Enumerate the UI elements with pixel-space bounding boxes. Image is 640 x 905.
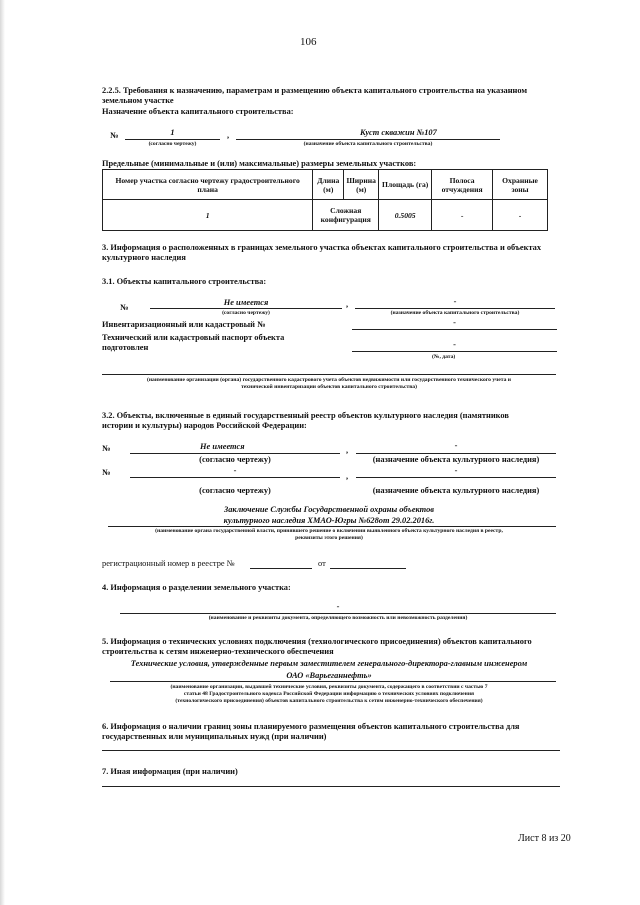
sec31-date-caption: (№, дата) (432, 354, 456, 360)
table-header: Охранные зоны (493, 170, 548, 200)
underline (108, 526, 556, 527)
table-header: Площадь (га) (379, 170, 432, 200)
sec32-conclusion-line1: Заключение Службы Государственной охраны объектов (223, 505, 435, 514)
sec32-row2-value: - (233, 466, 237, 475)
sec32-heading-line1: 3.2. Объекты, включенные в единый государственный реестр объектов культурного наследия (памятников (102, 411, 509, 420)
sec6-heading-line2: государственных или муниципальных нужд (при наличии) (102, 732, 327, 741)
sec32-row2-no: № (102, 468, 111, 477)
underline (102, 750, 560, 751)
sec225-name-caption: (назначение объекта капитального строительства) (303, 141, 433, 147)
sec5-value-line1: Технические условия, утвержденные первым заместителем генерального-директора-главным инженером (130, 659, 528, 668)
underline (352, 329, 557, 330)
sec3-heading-line1: 3. Информация о расположенных в границах земельного участка объектах капитального строительства и объектах (102, 243, 542, 252)
sec5-caption-line3: (технологического присоединения) объектов капитального строительства к сетям инженерно-технического обеспечения) (175, 698, 483, 704)
underline (250, 568, 312, 569)
sec32-heading-line2: истории и культуры) народов Российской Федерации: (102, 421, 307, 430)
sec225-comma: , (227, 131, 230, 140)
sec31-number-caption: (согласно чертежу) (222, 310, 270, 316)
sheet-counter: Лист 8 из 20 (518, 833, 571, 844)
sec5-caption-line2: статьи 48 Градостроительного кодекса Российской Федерации информацию о технических условиях подключения (183, 691, 475, 697)
sec225-heading-line2: земельном участке (102, 96, 174, 105)
sec31-no-label: № (120, 303, 129, 312)
sec32-authority-caption-line1: (наименование органа государственной власти, принявшего решение о включении выявленного объекта культурного наследия в реестр, (155, 528, 503, 534)
sec4-value: - (336, 602, 340, 611)
page-number: 106 (300, 36, 317, 48)
underline (130, 477, 340, 478)
sec32-row1-no: № (102, 444, 111, 453)
sec31-passport-value: - (453, 340, 456, 349)
underline (356, 453, 556, 454)
table-header: Полоса отчуждения (432, 170, 493, 200)
sec225-no-label: № (110, 131, 119, 140)
sec32-row2-caption-right: (назначение объекта культурного наследия) (372, 486, 540, 495)
table-cell: - (432, 200, 493, 231)
table-cell: - (493, 200, 548, 231)
table-header: Ширина (м) (344, 170, 379, 200)
sec32-authority-caption-line2: реквизиты этого решения) (295, 535, 363, 541)
sec5-value-line2: ОАО «Варьеганнефть» (286, 671, 372, 680)
sec225-limits-label: Предельные (минимальные и (или) максимальные) размеры земельных участков: (102, 159, 417, 168)
sec3-heading-line2: культурного наследия (102, 253, 186, 262)
sec31-object-name: - (453, 297, 457, 306)
sec225-object-number: 1 (170, 128, 175, 137)
sec31-inventory-label: Инвентаризационный или кадастровый № (102, 320, 266, 329)
sec31-passport-label: Технический или кадастровый паспорт объекта подготовлен (102, 333, 285, 352)
underline (125, 139, 220, 140)
sec32-row1-caption-right: (назначение объекта культурного наследия) (372, 455, 540, 464)
table-header: Длина (м) (313, 170, 344, 200)
underline (356, 477, 556, 478)
underline (330, 568, 406, 569)
sec32-row1-comma: , (346, 446, 349, 455)
sec4-heading: 4. Информация о разделении земельного участка: (102, 583, 291, 592)
sec31-org-caption-line1: (наименование организации (органа) государственного кадастрового учета объектов недвижимости или государственного технического учета и (146, 377, 512, 383)
sec31-object-number: Не имеется (223, 298, 269, 307)
sec31-heading: 3.1. Объекты капитального строительства: (102, 277, 267, 286)
sec32-row1-name: - (454, 441, 458, 450)
underline (120, 613, 556, 614)
underline (102, 374, 556, 375)
sec225-number-caption: (согласно чертежу) (148, 141, 197, 147)
plot-size-table (102, 169, 548, 231)
sec32-conclusion-line2: культурного наследия ХМАО-Югры №628от 29.02.2016г. (223, 516, 435, 525)
sec5-heading-line2: строительства к сетям инженерно-технического обеспечения (102, 647, 334, 656)
underline (236, 139, 500, 140)
sec32-row2-caption-left: (согласно чертежу) (199, 486, 271, 495)
table-cell: 0.5005 (379, 200, 432, 231)
underline (150, 308, 342, 309)
registry-from-label: от (318, 559, 326, 568)
sec225-purpose-label: Назначение объекта капитального строительства: (102, 107, 294, 116)
sec32-row2-comma: , (346, 472, 349, 481)
sec32-row1-caption-left: (согласно чертежу) (199, 455, 271, 464)
underline (355, 308, 555, 309)
underline (130, 453, 340, 454)
sec5-caption-line1: (наименование организации, выдавшей технические условия, реквизиты документа, содержащего в соответствии с частью 7 (170, 684, 488, 690)
table-cell: 1 (103, 200, 313, 231)
sec31-name-caption: (назначение объекта капитального строительства) (390, 310, 520, 316)
scan-edge-shadow (0, 0, 5, 905)
sec225-heading-line1: 2.2.5. Требования к назначению, параметрам и размещению объекта капитального строительства на указанном (102, 86, 528, 95)
underline (352, 351, 557, 352)
underline (102, 786, 560, 787)
sec32-row2-name: - (454, 466, 458, 475)
sec7-heading: 7. Иная информация (при наличии) (102, 767, 238, 776)
sec6-heading-line1: 6. Информация о наличии границ зоны планируемого размещения объектов капитального строительства для (102, 722, 520, 731)
table-cell: Сложная конфигурация (313, 200, 379, 231)
sec31-org-caption-line2: технической инвентаризации объектов капитального строительства) (241, 384, 417, 390)
sec31-comma: , (346, 300, 349, 309)
sec5-heading-line1: 5. Информация о технических условиях подключения (технологического присоединения) объектов капитального (102, 637, 532, 646)
table-header: Номер участка согласно чертежу градостроительного плана (103, 170, 313, 200)
sec32-row1-value: Не имеется (200, 442, 245, 451)
sec4-caption: (наименование и реквизиты документа, определяющего возможность или невозможность разделения) (208, 615, 468, 621)
registry-label: регистрационный номер в реестре № (102, 559, 235, 568)
sec31-inventory-value: - (453, 318, 456, 327)
sec225-object-name: Куст скважин №107 (360, 128, 437, 137)
underline (110, 681, 556, 682)
